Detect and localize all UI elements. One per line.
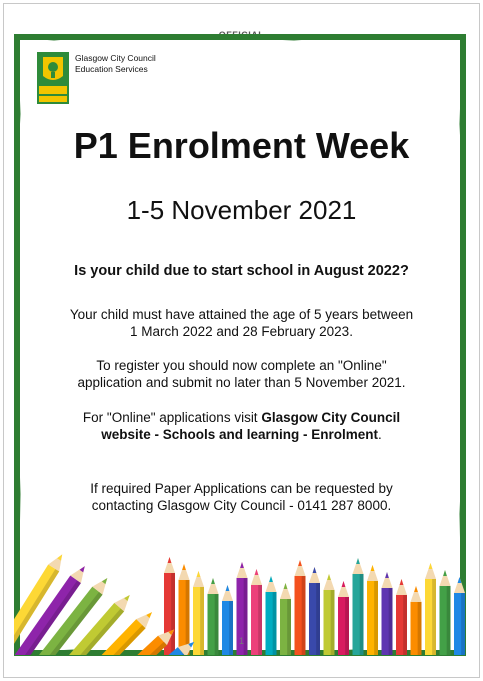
classification-label: OFFICIAL	[218, 30, 265, 40]
enrolment-dates: 1-5 November 2021	[126, 195, 357, 225]
question-heading: Is your child due to start school in August 2022?	[74, 263, 409, 279]
online-suffix: .	[378, 427, 382, 442]
paper-application-paragraph	[40, 480, 443, 514]
glasgow-crest-logo	[37, 52, 69, 104]
age-line-1: Your child must have attained the age of 5 years between	[69, 307, 414, 322]
age-line-2: 1 March 2022 and 28 February 2023.	[130, 324, 353, 339]
paper-line-2: contacting Glasgow City Council - 0141 287 8000.	[91, 498, 392, 513]
page-marker: 1	[238, 636, 244, 646]
enrolment-page-link[interactable]: website - Schools and learning - Enrolment	[101, 427, 379, 442]
council-website-link[interactable]: Glasgow City Council	[261, 410, 401, 425]
register-paragraph	[40, 357, 443, 391]
org-name-block	[75, 53, 156, 75]
org-department: Education Services	[75, 64, 148, 74]
online-prefix: For "Online" applications visit	[82, 410, 262, 425]
page-title: P1 Enrolment Week	[73, 125, 410, 166]
paper-line-1: If required Paper Applications can be requested by	[90, 481, 393, 496]
register-line-2: application and submit no later than 5 November 2021.	[77, 375, 406, 390]
age-requirement-paragraph	[40, 306, 443, 340]
online-application-paragraph	[40, 409, 443, 443]
org-name: Glasgow City Council	[75, 53, 156, 63]
register-line-1: To register you should now complete an "Online"	[96, 358, 387, 373]
